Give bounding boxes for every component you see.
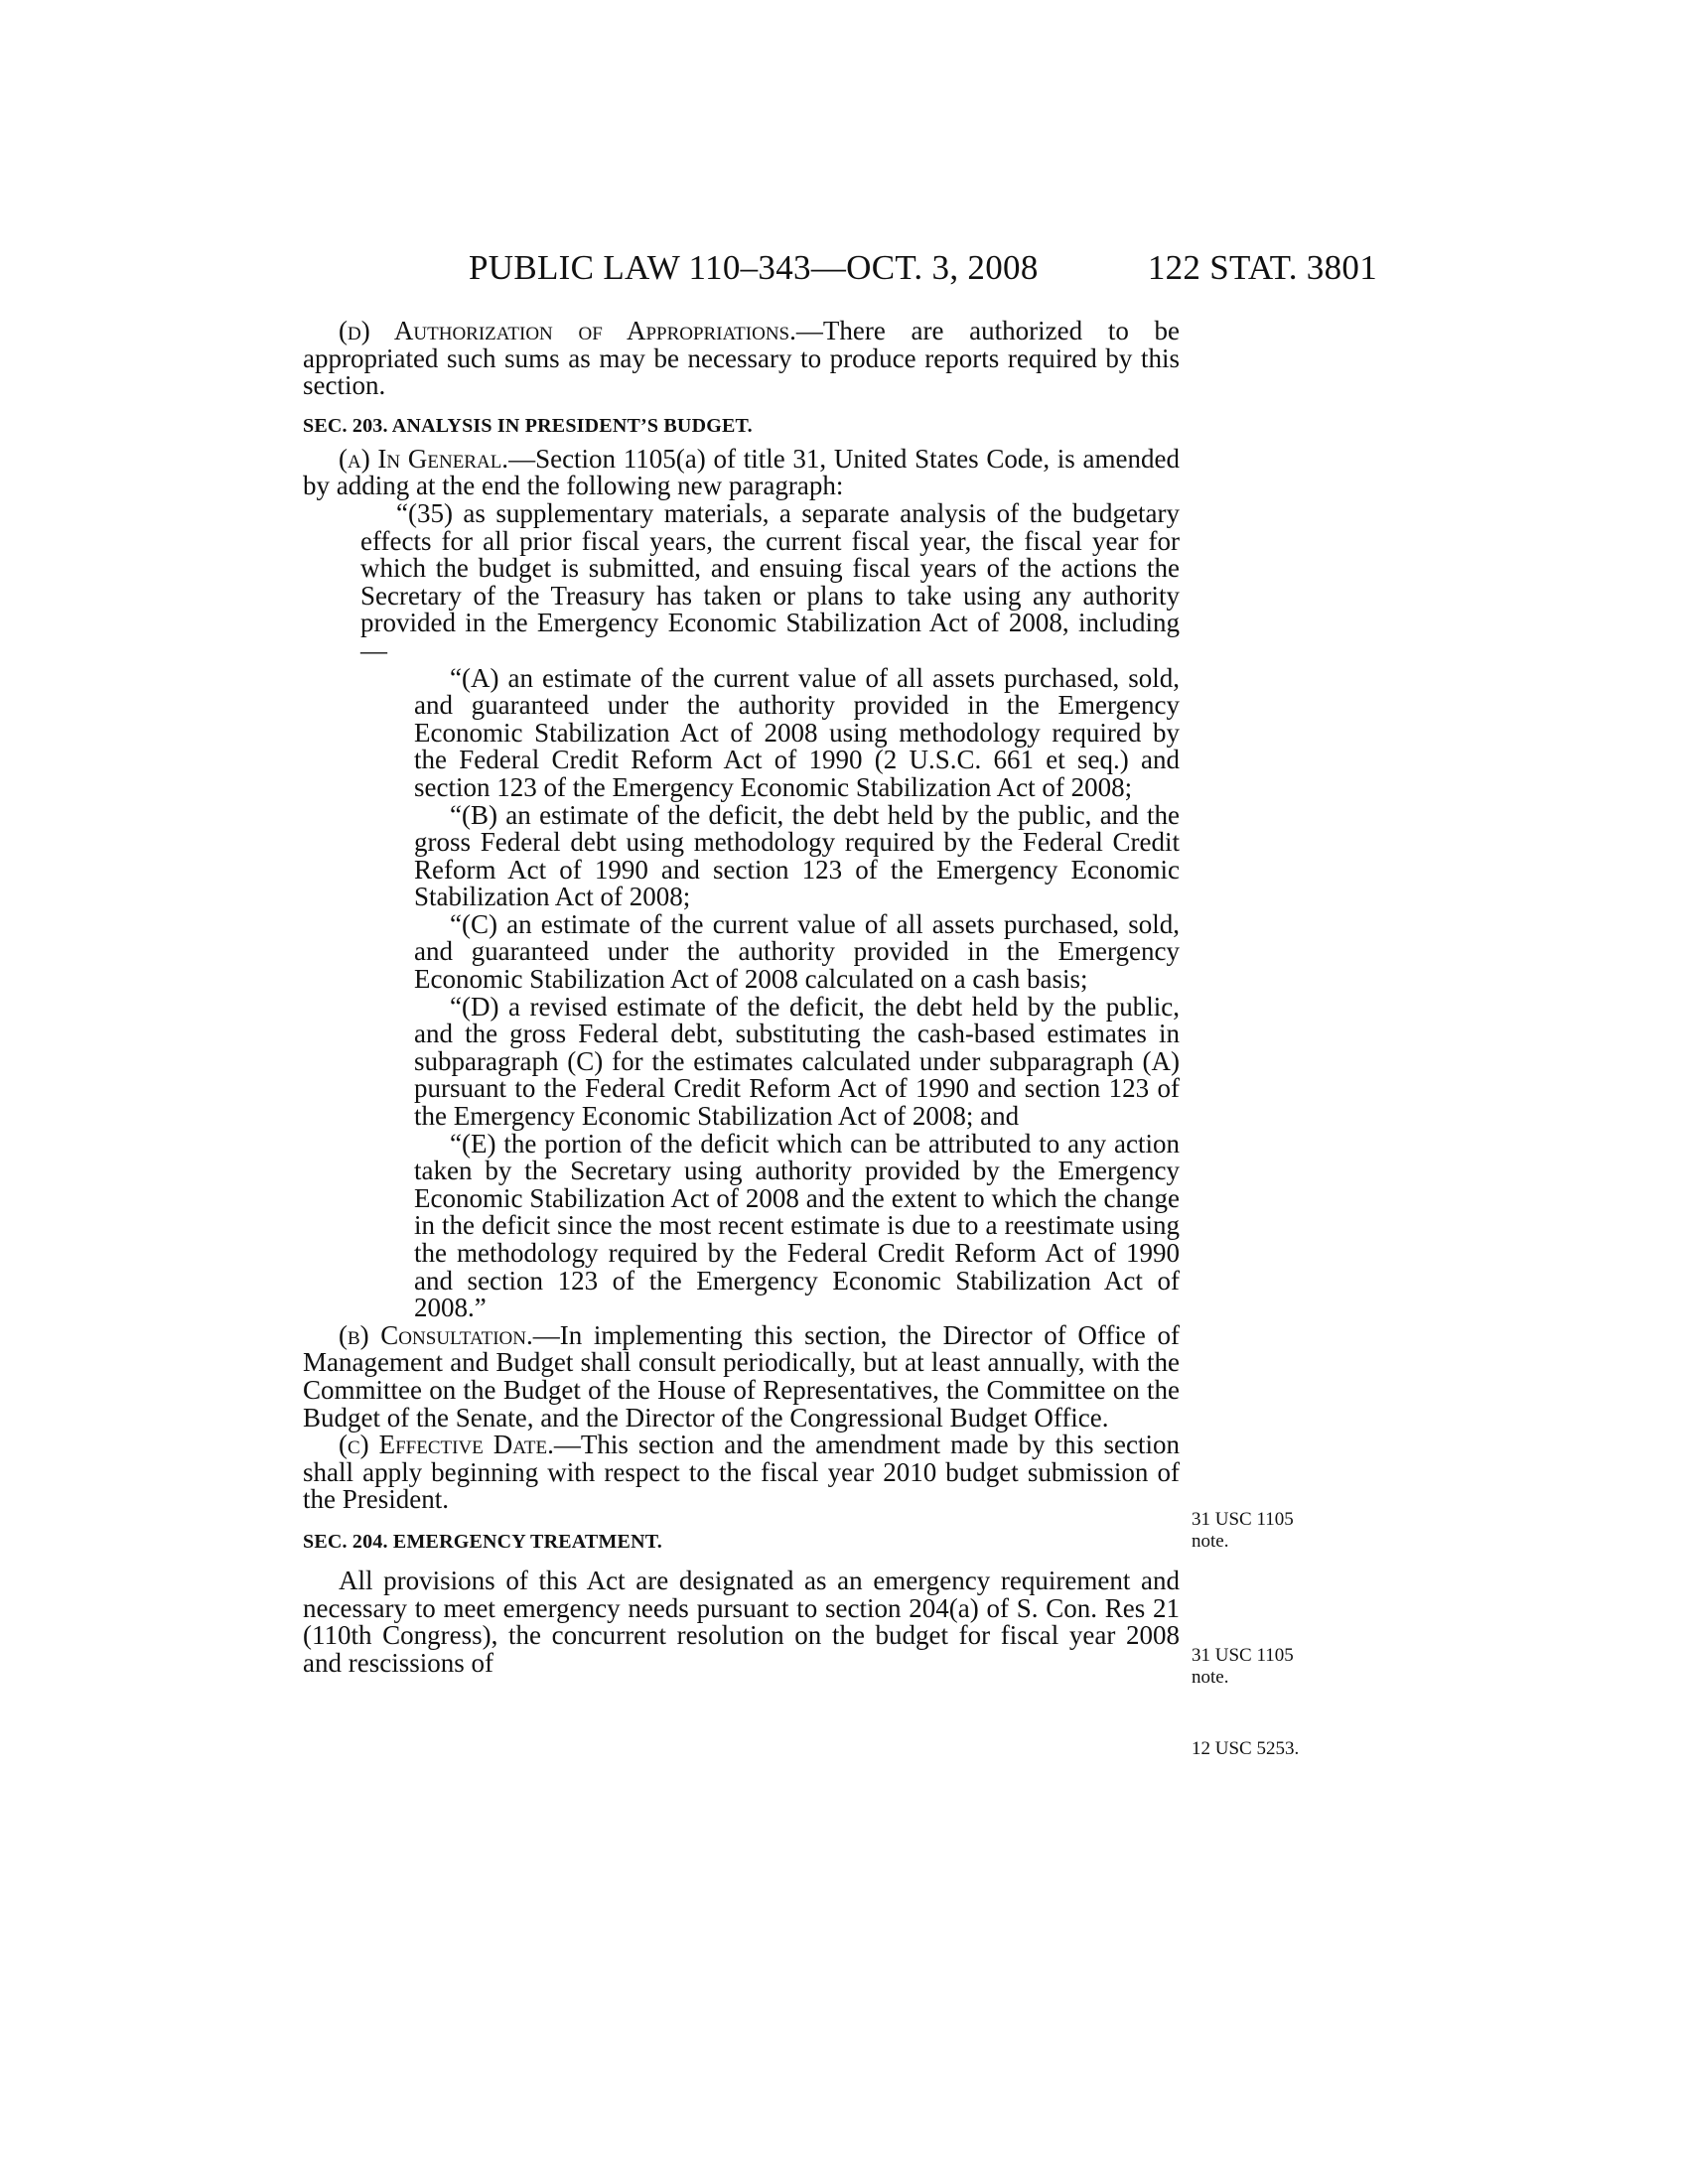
margin-note-c-suffix: note. <box>1192 1667 1229 1688</box>
subsection-d-heading: (d) Authorization of Appropriations. <box>339 316 796 345</box>
document-body <box>303 318 1180 1677</box>
statute-page-number: 122 STAT. 3801 <box>1147 248 1377 287</box>
section-203-c-text: —This section and the amendment made by this section shall apply beginning with respect to the fiscal year 2010 budget submission of the President. <box>303 1430 1180 1515</box>
section-204-text: All provisions of this Act are designated as an emergency requirement and necessary to meet emergency needs pursuant to section 204(a) of S. Con. Res 21 (110th Congress), the concurrent resolution on the budget for fiscal year 2008 and rescissions of <box>303 1565 1180 1678</box>
paragraph-35: “(35) as supplementary materials, a separate analysis of the budgetary effects for all prior fiscal years, the current fiscal year, the fiscal year for which the budget is submitted, and ensuing fiscal years of the actions the Secretary of the Treasury has taken or plans to take using any authority provided in the Emergency Economic Stabilization Act of 2008, including— <box>360 497 1180 665</box>
subparagraph-d: “(D) a revised estimate of the deficit, the debt held by the public, and the gross Federal debt, substituting the cash-based estimates in subparagraph (C) for the estimates calculated under subparagraph (A) pursuant to the Federal Credit Reform Act of 1990 and section 123 of the Emergency Economic Stabilization Act of 2008; and <box>414 991 1180 1132</box>
margin-note-c <box>1192 1645 1350 1689</box>
margin-note-sec204-citation: 12 USC 5253. <box>1192 1738 1300 1759</box>
margin-note-c-citation: 31 USC 1105 <box>1192 1645 1294 1666</box>
subparagraph-b: “(B) an estimate of the deficit, the debt held by the public, and the gross Federal debt using methodology required by the Federal Credit Reform Act of 1990 and section 123 of the Emergency Economic Stabilization Act of 2008; <box>414 799 1180 912</box>
section-203-b <box>303 1319 1180 1433</box>
subsection-d <box>303 318 1180 400</box>
margin-note-b-citation: 31 USC 1105 <box>1192 1509 1294 1530</box>
margin-note-b <box>1192 1509 1350 1553</box>
margin-note-sec204 <box>1192 1738 1350 1760</box>
margin-note-b-suffix: note. <box>1192 1531 1229 1552</box>
section-203-a-text: —Section 1105(a) of title 31, United States Code, is amended by adding at the end the following new paragraph: <box>303 443 1180 501</box>
section-204-heading: SEC. 204. EMERGENCY TREATMENT. <box>303 1530 662 1553</box>
subparagraph-a: “(A) an estimate of the current value of all assets purchased, sold, and guaranteed under the authority provided in the Emergency Economic Stabilization Act of 2008 using methodology required by the Federal Credit Reform Act of 1990 (2 U.S.C. 661 et seq.) and section 123 of the Emergency Economic Stabilization Act of 2008; <box>414 662 1180 802</box>
section-203-b-heading: (b) Consultation. <box>339 1319 533 1350</box>
subparagraph-c: “(C) an estimate of the current value of all assets purchased, sold, and guaranteed under the authority provided in the Emergency Economic Stabilization Act of 2008 calculated on a cash basis; <box>414 908 1180 995</box>
section-203-b-text: —In implementing this section, the Director of Office of Management and Budget shall consult periodically, but at least annually, with the Committee on the Budget of the House of Representatives, the Committee on the Budget of the Senate, and the Director of the Congressional Budget Office. <box>303 1319 1180 1433</box>
section-203-c <box>303 1432 1180 1514</box>
section-203-a <box>303 443 1180 501</box>
section-203-a-heading: (a) In General. <box>339 443 509 474</box>
running-head <box>469 246 1377 290</box>
section-203-heading: SEC. 203. ANALYSIS IN PRESIDENT’S BUDGET. <box>303 414 753 437</box>
subparagraph-e: “(E) the portion of the deficit which can be attributed to any action taken by the Secretary using authority provided by the Emergency Economic Stabilization Act of 2008 and the extent to which the change in the deficit since the most recent estimate is due to a reestimate using the methodology required by the Federal Credit Reform Act of 1990 and section 123 of the Emergency Economic Stabilization Act of 2008.” <box>414 1128 1180 1323</box>
subsection-d-text: —There are authorized to be appropriated such sums as may be necessary to produce reports required by this section. <box>303 316 1181 401</box>
section-203-c-heading: (c) Effective Date. <box>339 1430 554 1460</box>
running-head-title: PUBLIC LAW 110–343—OCT. 3, 2008 <box>469 248 1039 287</box>
